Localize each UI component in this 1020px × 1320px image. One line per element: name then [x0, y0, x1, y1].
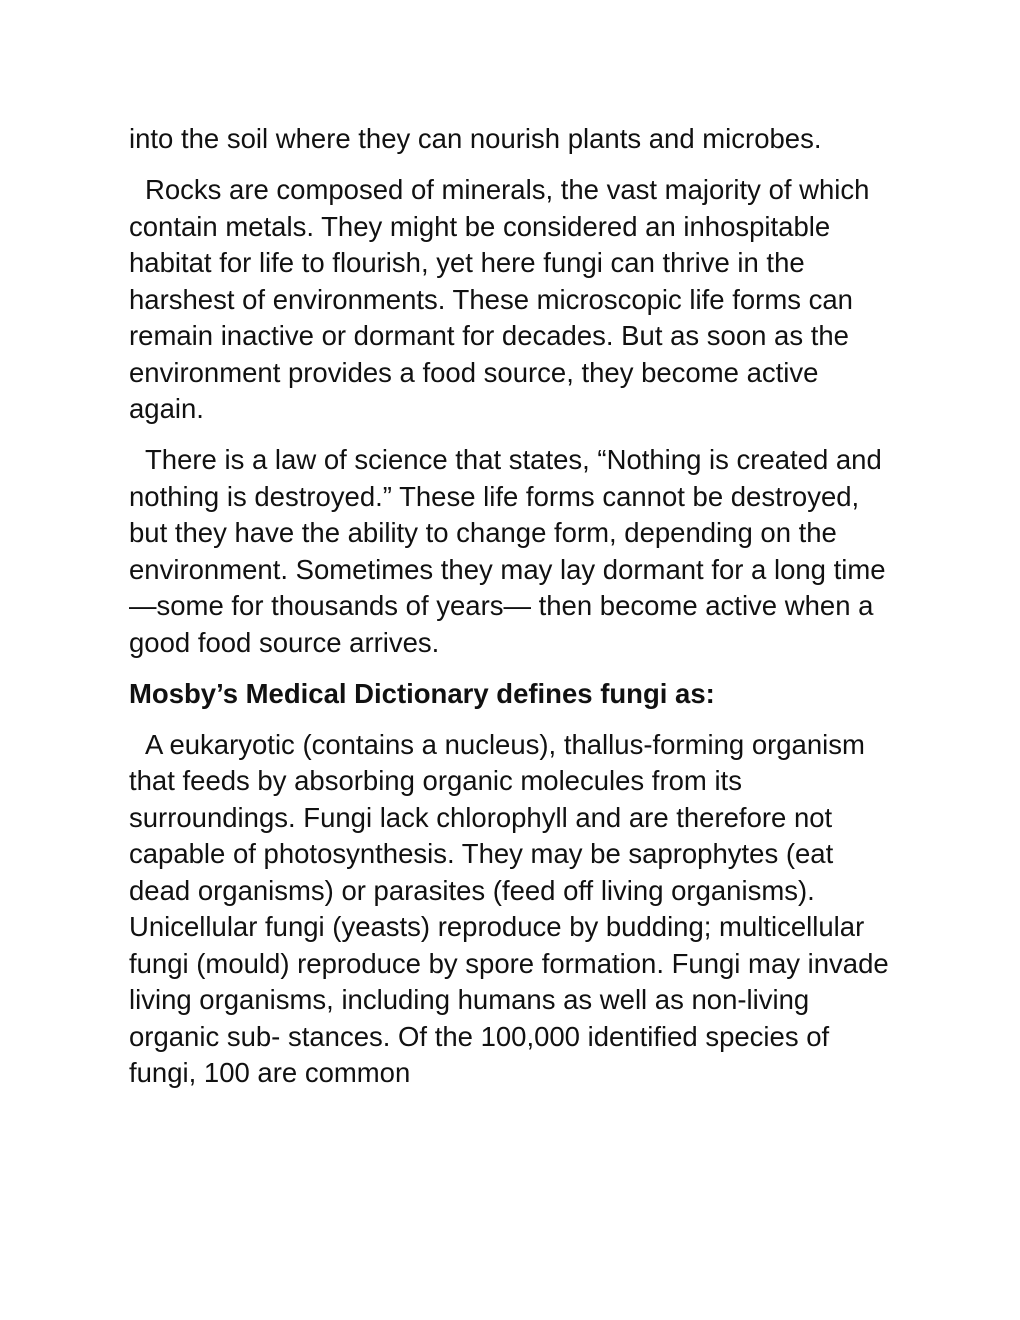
paragraph-definition: A eukaryotic (contains a nucleus), thallus-forming organism that feeds by absorbing organic molecules from its surroundings. Fungi lack chlorophyll and are therefore not capable of photosynthesis. They may be saprophytes (eat dead organisms) or parasites (feed off living organisms). Unicellular fungi (yeasts) reproduce by budding; multicellular fungi (mould) reproduce by spore formation. Fungi may invade living organisms, including humans as well as non-living organic sub- stances. Of the 100,000 identified species of fungi, 100 are common: [129, 728, 889, 1088]
paragraph-law-of-science: There is a law of science that states, “Nothing is created and nothing is destroyed.” These life forms cannot be destroyed, but they have the ability to change form, depending on the environment. Sometimes they may lay dormant for a long time—some for thousands of years— then become active when a good food source arrives.: [129, 444, 886, 658]
paragraph-continuation: into the soil where they can nourish plants and microbes.: [129, 123, 822, 154]
document-page: [129, 121, 899, 1106]
section-heading: Mosby’s Medical Dictionary defines fungi as:: [129, 677, 715, 709]
paragraph-rocks: Rocks are composed of minerals, the vast majority of which contain metals. They might be considered an inhospitable habitat for life to flourish, yet here fungi can thrive in the harshest of environments. These microscopic life forms can remain inactive or dormant for decades. But as soon as the environment provides a food source, they become active again.: [129, 174, 870, 424]
